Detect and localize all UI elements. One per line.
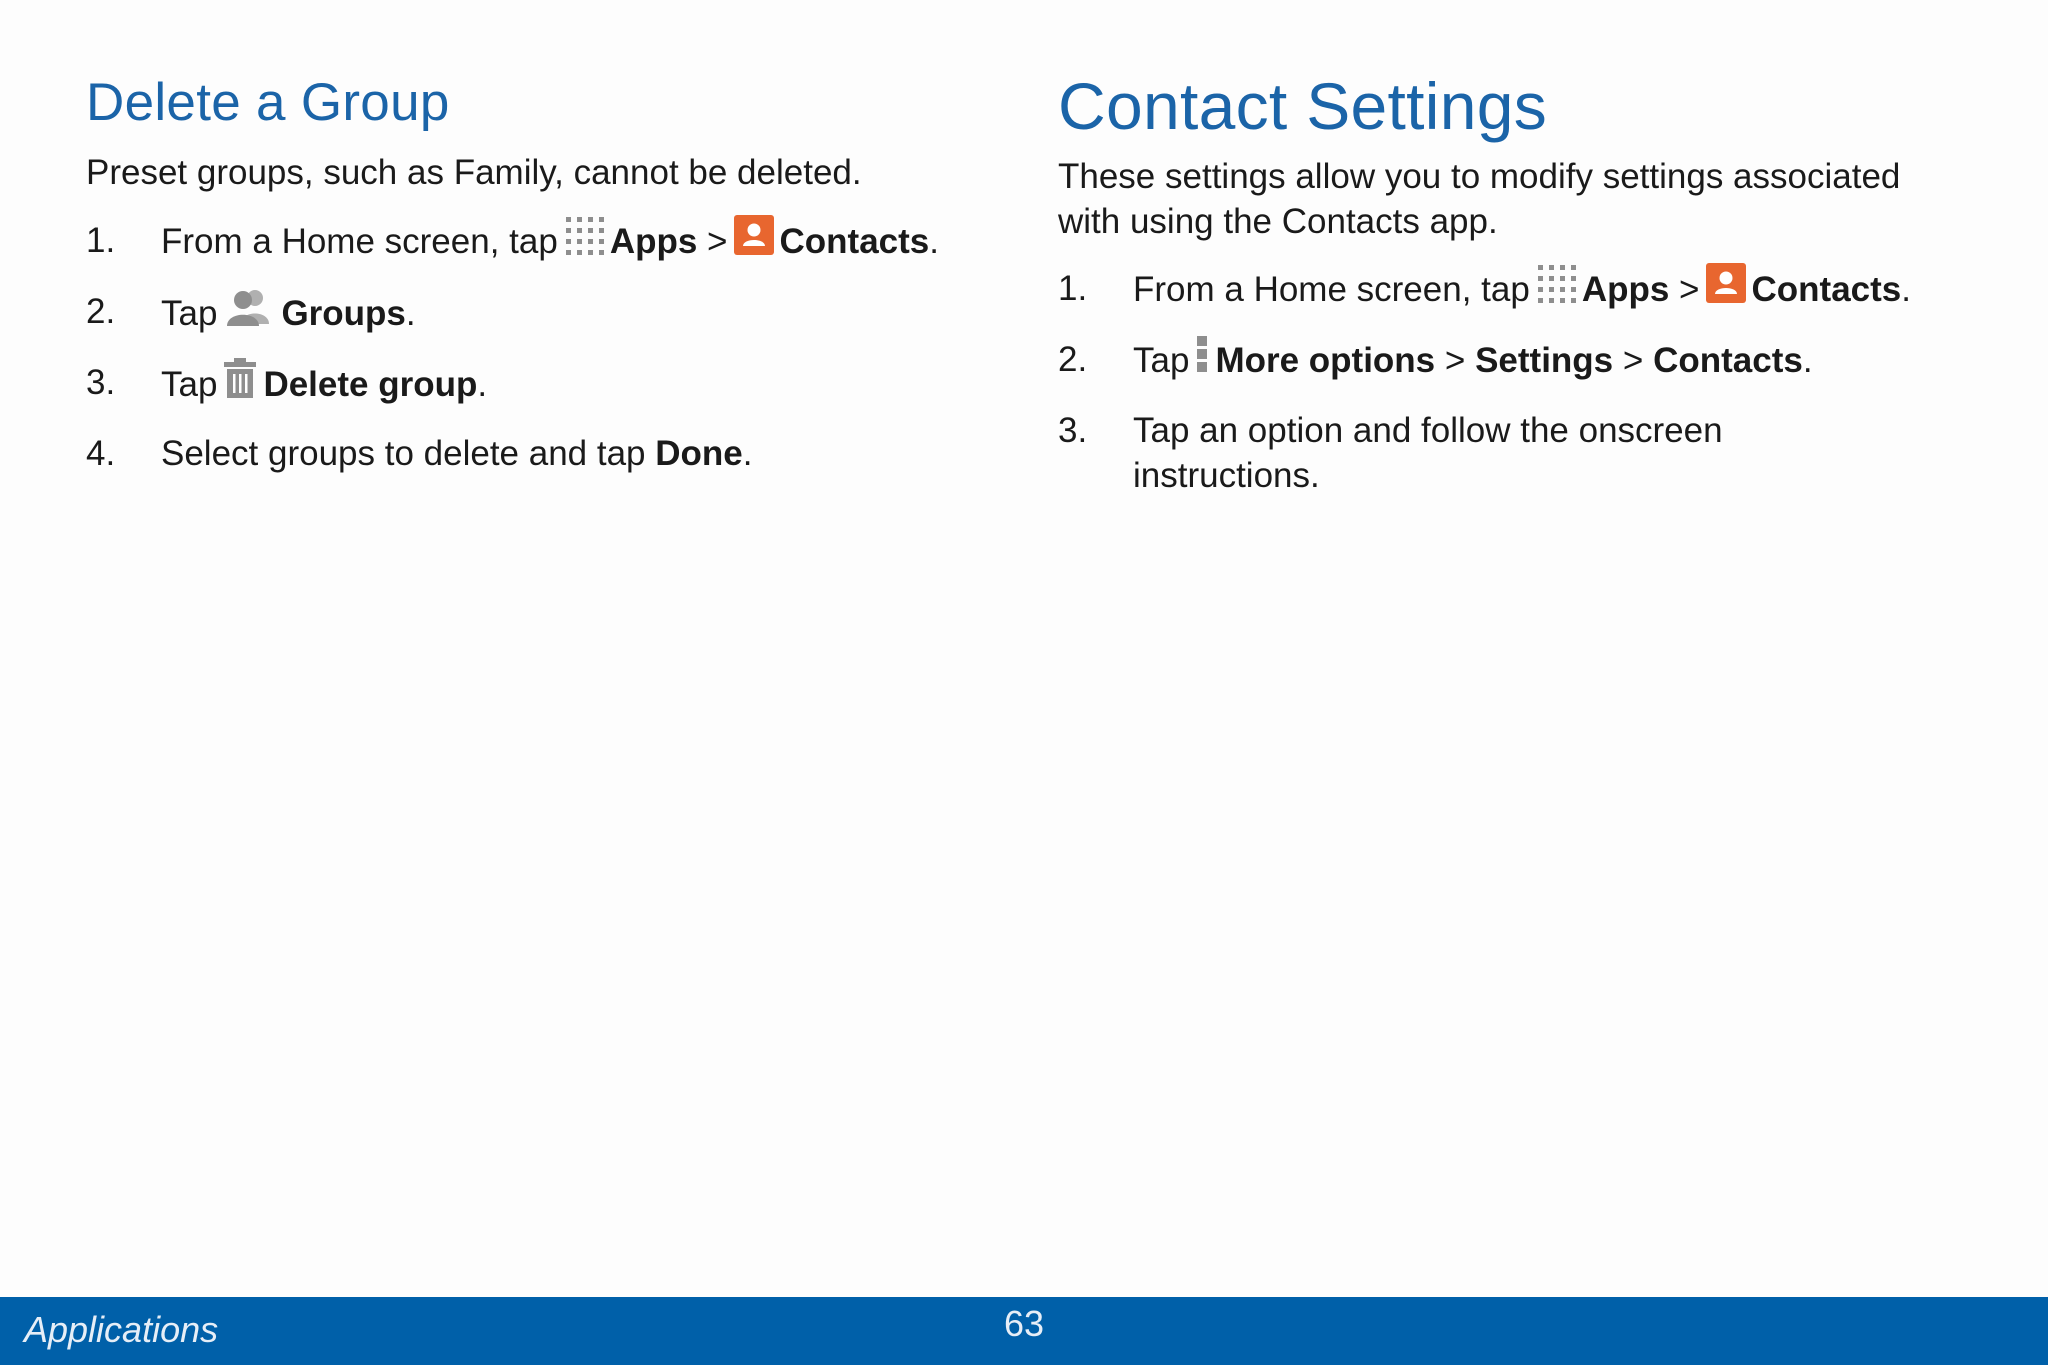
step-text: Tap Delete group. xyxy=(161,360,487,413)
footer-section-title: Applications xyxy=(24,1309,219,1350)
step-text: Tap More options > Settings > Contacts. xyxy=(1133,337,1813,388)
step-text: Select groups to delete and tap Done. xyxy=(161,434,753,473)
step-number: 3. xyxy=(1058,411,1088,450)
step-text: From a Home screen, tap Apps > Contacts. xyxy=(1133,266,1911,317)
step-number: 1. xyxy=(1058,269,1088,308)
step-number: 1. xyxy=(86,221,116,260)
page-number: 63 xyxy=(1004,1303,1045,1344)
delete-group-intro: Preset groups, such as Family, cannot be deleted. xyxy=(86,153,862,192)
contacts-icon xyxy=(1706,263,1746,314)
contacts-icon xyxy=(734,215,774,266)
more-options-icon xyxy=(1195,334,1209,385)
section-title-contact-settings: Contact Settings xyxy=(1058,69,1548,143)
section-title-delete-group: Delete a Group xyxy=(86,73,450,132)
step-number: 3. xyxy=(86,363,116,402)
step-text: Tap Groups. xyxy=(161,289,416,342)
groups-icon xyxy=(223,286,275,339)
step-number: 2. xyxy=(1058,340,1088,379)
step-number: 4. xyxy=(86,434,116,473)
contact-settings-intro: These settings allow you to modify settings associated with using the Contacts app. xyxy=(1058,157,1901,241)
apps-grid-icon xyxy=(1536,263,1576,314)
apps-grid-icon xyxy=(564,215,604,266)
trash-icon xyxy=(223,357,257,410)
footer-bar xyxy=(0,1297,2048,1365)
step-text: From a Home screen, tap Apps > Contacts. xyxy=(161,218,939,269)
step-number: 2. xyxy=(86,292,116,331)
step-text: Tap an option and follow the onscreen instructions. xyxy=(1133,411,1723,495)
